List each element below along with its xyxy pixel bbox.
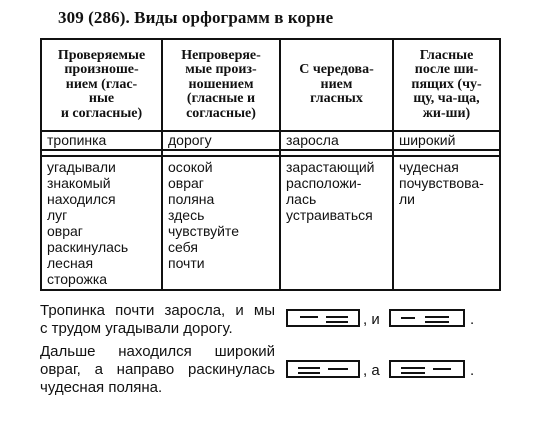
sentence-scheme-box <box>389 309 465 327</box>
header-vowels-after-sibilants: Гласные после ши- пящих (чу- щу, ча-ща, жи-ши) <box>393 39 500 131</box>
word-list-unchecked <box>162 156 280 290</box>
list-item: лесная <box>47 255 94 271</box>
word-list-checked <box>41 156 162 290</box>
exercise-title: 309 (286). Виды орфограмм в корне <box>58 8 334 27</box>
dash-mark <box>326 316 348 318</box>
scheme-separator: , а <box>363 362 380 379</box>
list-item: зарастающий <box>286 159 375 175</box>
example-word: тропинка <box>41 131 162 150</box>
header-alternating-vowels: С чередова- нием гласных <box>280 39 393 131</box>
list-item: осокой <box>168 159 213 175</box>
dash-mark <box>433 368 451 370</box>
list-item: овраг <box>168 175 204 191</box>
example-word: заросла <box>280 131 393 150</box>
header-unchecked-pronunciation: Непроверяе- мые произ- ношением (гласные и согласные) <box>162 39 280 131</box>
list-item: лась <box>286 191 317 207</box>
sentence-scheme-box <box>286 360 360 378</box>
example-row <box>41 131 500 150</box>
list-item: ли <box>399 191 415 207</box>
list-item: чувствуйте <box>168 223 239 239</box>
word-list-alternating <box>280 156 393 290</box>
list-item: луг <box>47 207 68 223</box>
list-item: устраиваться <box>286 207 373 223</box>
word-list-row <box>41 156 500 290</box>
dash-mark <box>326 321 348 323</box>
header-checked-pronunciation: Проверяемые произноше- нием (глас- ные и согласные) <box>41 39 162 131</box>
list-item: находился <box>47 191 116 207</box>
sentence-scheme-box <box>389 360 465 378</box>
example-word: широкий <box>393 131 500 150</box>
sentence-2: Дальше находился широкий овраг, а направо раскинулась чудесная поляна. <box>40 343 275 396</box>
dash-mark <box>328 368 348 370</box>
list-item: чудесная <box>399 159 459 175</box>
list-item: раскинулась <box>47 239 129 255</box>
dash-mark <box>401 317 415 319</box>
table-header-row <box>41 39 500 131</box>
list-item: здесь <box>168 207 205 223</box>
orthogram-table <box>40 38 501 291</box>
dash-mark <box>401 372 425 374</box>
scheme-separator: , и <box>363 311 380 328</box>
dash-mark <box>300 316 318 318</box>
list-item: знакомый <box>47 175 111 191</box>
list-item: овраг <box>47 223 83 239</box>
dash-mark <box>401 367 425 369</box>
dash-mark <box>298 367 320 369</box>
scheme-end: . <box>470 362 475 379</box>
sentence-1: Тропинка почти заросла, и мы с трудом угадывали дорогу. <box>40 302 275 337</box>
list-item: себя <box>168 239 198 255</box>
word-list-sibilants <box>393 156 500 290</box>
scheme-end: . <box>470 311 475 328</box>
dash-mark <box>425 316 449 318</box>
list-item: поляна <box>168 191 215 207</box>
list-item: сторожка <box>47 271 108 287</box>
list-item: почувствова- <box>399 175 484 191</box>
dash-mark <box>425 321 449 323</box>
example-word: дорогу <box>162 131 280 150</box>
dash-mark <box>298 372 320 374</box>
list-item: почти <box>168 255 205 271</box>
list-item: расположи- <box>286 175 362 191</box>
sentence-scheme-box <box>286 309 360 327</box>
list-item: угадывали <box>47 159 116 175</box>
